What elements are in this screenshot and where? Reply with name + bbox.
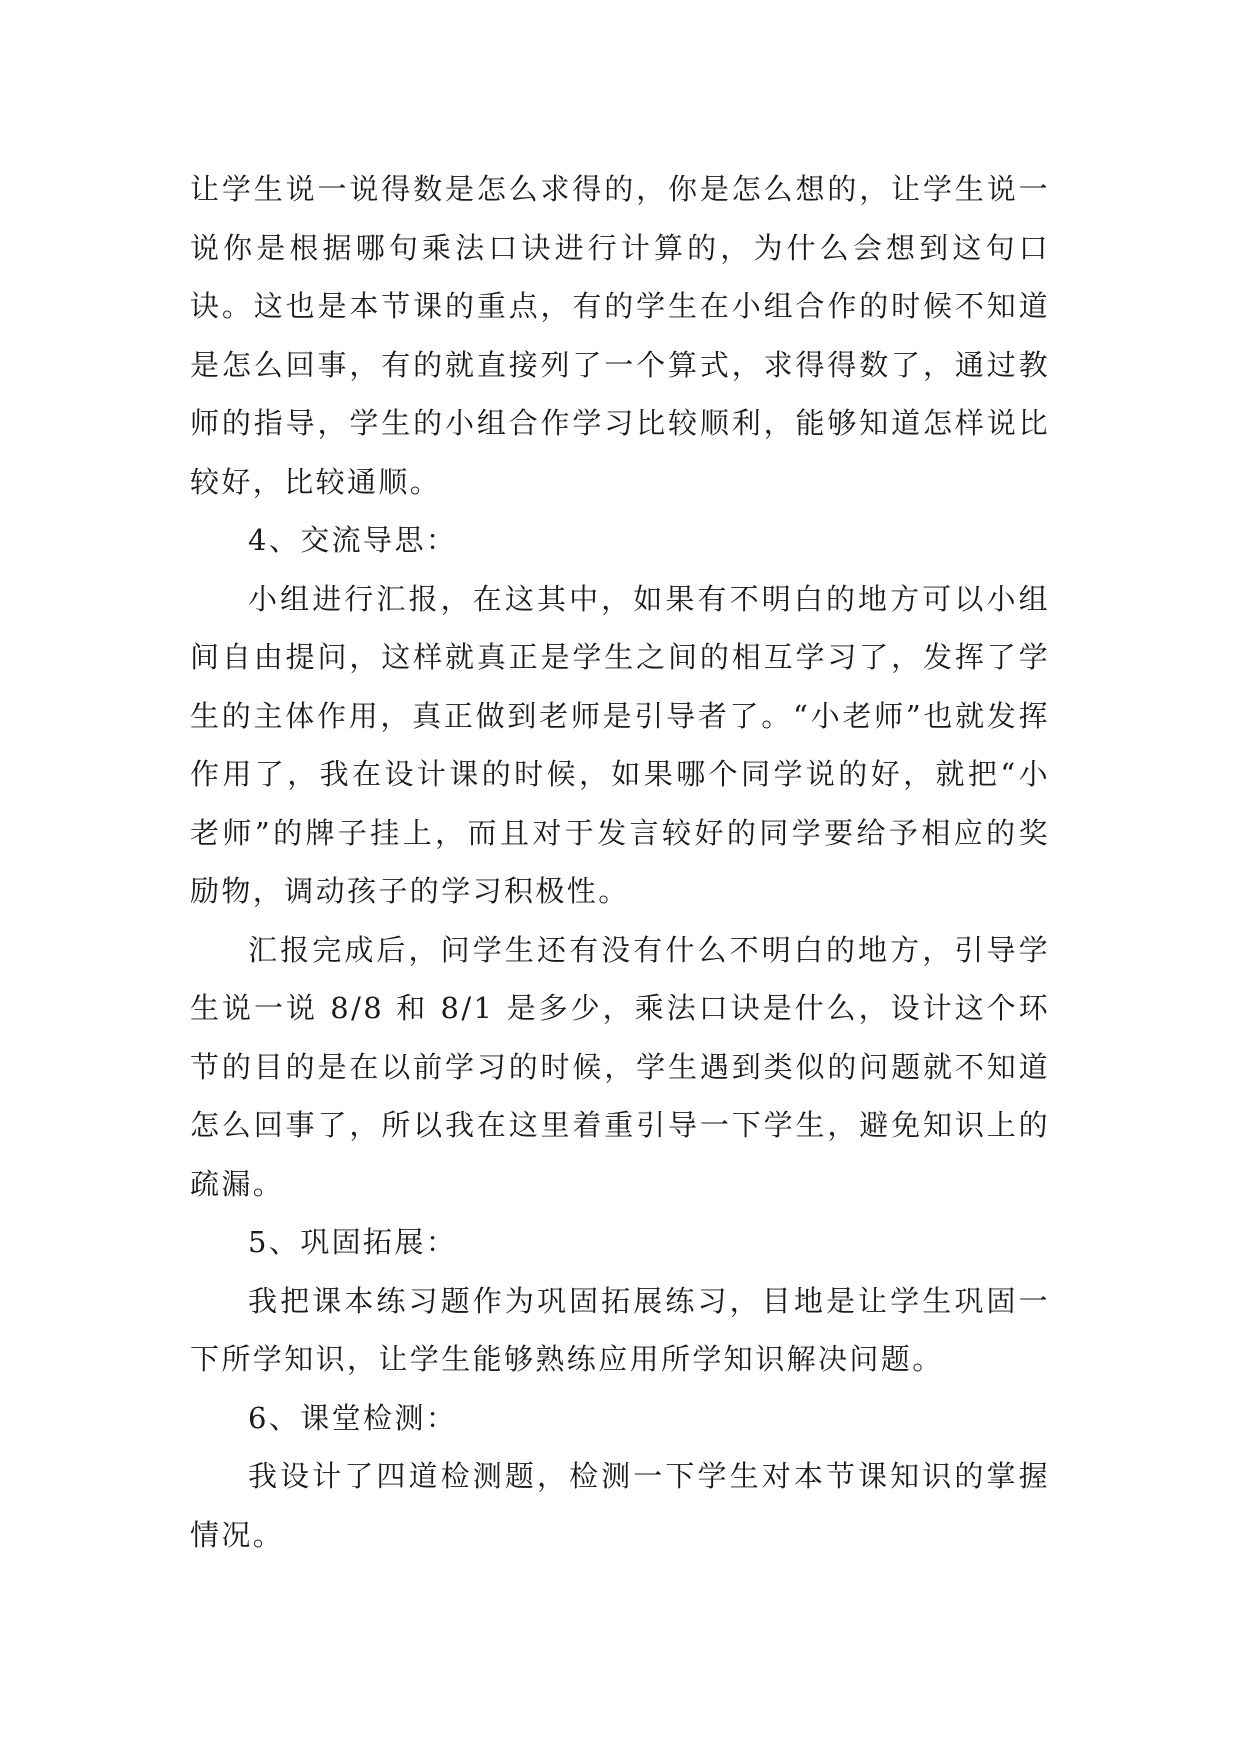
- paragraph-continuation: 让学生说一说得数是怎么求得的，你是怎么想的，让学生说一说你是根据哪句乘法口诀进行计算的，为什么会想到这句口诀。这也是本节课的重点，有的学生在小组合作的时候不知道是怎么回事，有的就直接列了一个算式，求得得数了，通过教师的指导，学生的小组合作学习比较顺利，能够知道怎样说比较好，比较通顺。: [190, 172, 1050, 499]
- section-heading-4: 4、交流导思：: [248, 523, 458, 557]
- paragraph-assessment: 我设计了四道检测题，检测一下学生对本节课知识的掌握情况。: [190, 1459, 1050, 1552]
- paragraph-after-report: 汇报完成后，问学生还有没有什么不明白的地方，引导学生说一说 8/8 和 8/1 是多少，乘法口诀是什么，设计这个环节的目的是在以前学习的时候，学生遇到类似的问题就不知道怎么回事了，所以我在这里着重引导一下学生，避免知识上的疏漏。: [190, 932, 1050, 1201]
- paragraph-consolidation: 我把课本练习题作为巩固拓展练习，目地是让学生巩固一下所学知识，让学生能够熟练应用所学知识解决问题。: [190, 1283, 1050, 1376]
- document-body: [190, 160, 1050, 1564]
- paragraph-report: 小组进行汇报，在这其中，如果有不明白的地方可以小组间自由提问，这样就真正是学生之间的相互学习了，发挥了学生的主体作用，真正做到老师是引导者了。“小老师”也就发挥作用了，我在设计课的时候，如果哪个同学说的好，就把“小老师”的牌子挂上，而且对于发言较好的同学要给予相应的奖励物，调动孩子的学习积极性。: [190, 581, 1050, 908]
- section-heading-6: 6、课堂检测：: [248, 1400, 458, 1435]
- section-heading-5: 5、巩固拓展：: [248, 1225, 458, 1259]
